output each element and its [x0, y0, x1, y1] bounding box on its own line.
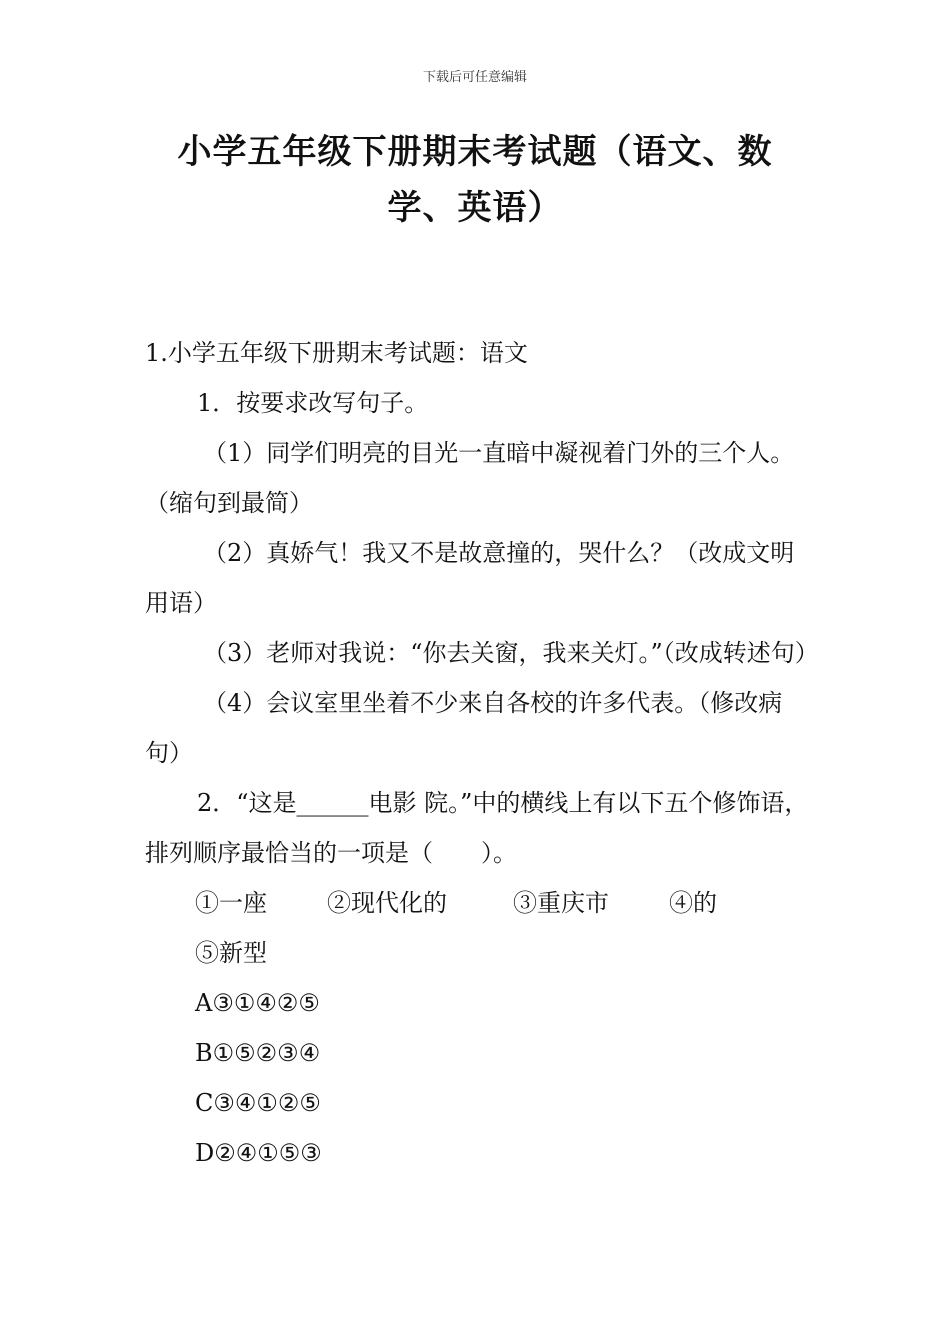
question-2-modifier-list — [145, 878, 815, 978]
option-d: D②④①⑤③ — [195, 1139, 322, 1167]
section-heading: 1.小学五年级下册期末考试题：语文 — [145, 339, 528, 367]
question-1-item-4: （4）会议室里坐着不少来自各校的许多代表。（修改病句） — [145, 689, 783, 767]
document-body — [145, 328, 819, 1178]
question-1-item-3: （3）老师对我说：“你去关窗，我来关灯。”（改成转述句） — [203, 639, 819, 667]
option-a: A③①④②⑤ — [195, 989, 320, 1017]
modifier-5: ⑤新型 — [195, 939, 267, 967]
modifier-1: ①一座 — [195, 889, 267, 917]
page-header-note: 下载后可任意编辑 — [422, 70, 527, 85]
question-2-stem: 2．“这是______电影 院。”中的横线上有以下五个修饰语，排列顺序最恰当的一项是（ ）。 — [145, 789, 809, 867]
modifier-3: ③重庆市 — [513, 889, 609, 917]
question-1-item-1: （1）同学们明亮的目光一直暗中凝视着门外的三个人。（缩句到最简） — [145, 439, 795, 517]
option-c: C③④①②⑤ — [195, 1089, 321, 1117]
modifier-2: ②现代化的 — [327, 889, 447, 917]
document-title: 小学五年级下册期末考试题（语文、数学、英语） — [177, 132, 773, 228]
option-b: B①⑤②③④ — [195, 1039, 321, 1067]
question-1-item-2: （2）真娇气！我又不是故意撞的，哭什么？（改成文明用语） — [145, 539, 795, 617]
modifier-4: ④的 — [669, 889, 717, 917]
question-1-heading: 1．按要求改写句子。 — [197, 389, 429, 417]
